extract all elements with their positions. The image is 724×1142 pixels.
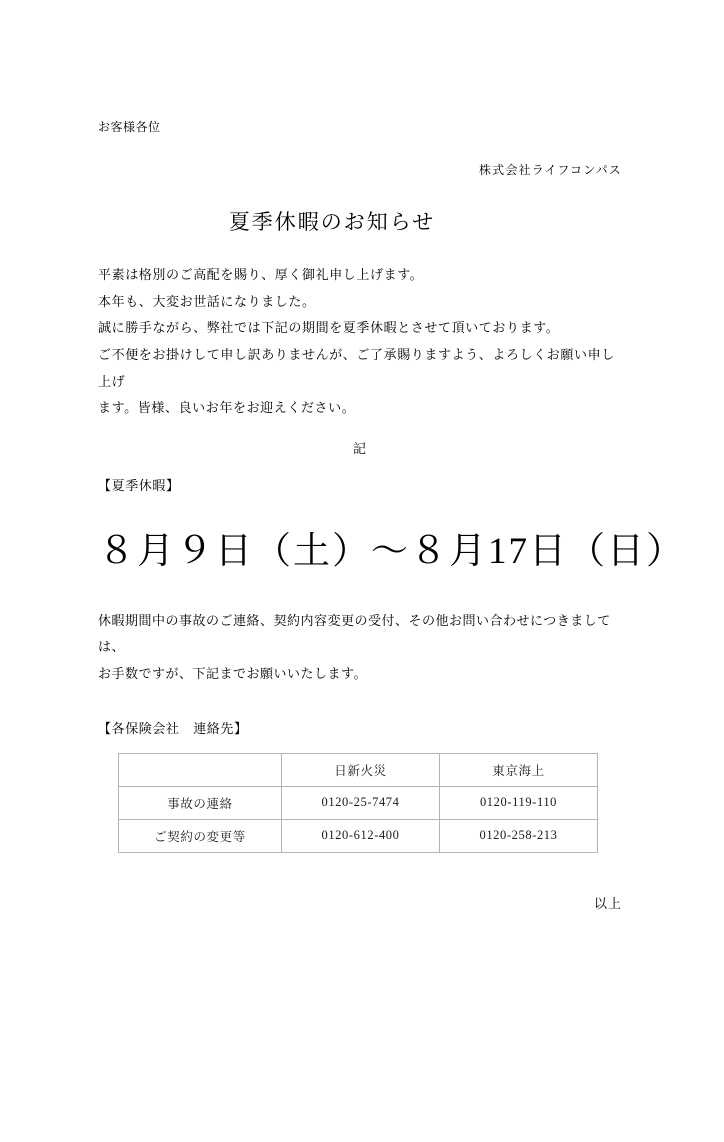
note-paragraph: 休暇期間中の事故のご連絡、契約内容変更の受付、その他お問い合わせにつきましては、 xyxy=(98,612,611,655)
note-text xyxy=(98,608,626,688)
table-column-header: 日新火災 xyxy=(282,753,440,786)
closing-mark: 以上 xyxy=(593,895,622,911)
table-cell: 0120-612-400 xyxy=(282,819,440,852)
table-cell: 0120-119-110 xyxy=(440,786,598,819)
section-label-summer-holiday: 【夏季休暇】 xyxy=(98,477,180,493)
document-page xyxy=(0,118,724,1142)
table-cell: 0120-25-7474 xyxy=(282,786,440,819)
table-corner-cell xyxy=(119,753,282,786)
body-paragraph: ご不便をお掛けして申し訳ありませんが、ご了承賜りますよう、よろしくお願い申し上げ xyxy=(98,346,615,389)
company-name: 株式会社ライフコンパス xyxy=(478,163,622,177)
contacts-label: 【各保険会社 連絡先】 xyxy=(98,720,248,736)
table-header-row xyxy=(119,753,598,786)
ki-mark: 記 xyxy=(352,440,367,456)
table-cell: 0120-258-213 xyxy=(440,819,598,852)
body-paragraph: ます。皆様、良いお年をお迎えください。 xyxy=(98,400,356,416)
table-row xyxy=(119,819,598,852)
contacts-table xyxy=(118,753,598,853)
table-row xyxy=(119,786,598,819)
note-paragraph: お手数ですが、下記までお願いいたします。 xyxy=(98,666,367,682)
body-text xyxy=(98,262,626,422)
body-paragraph: 本年も、大変お世話になりました。 xyxy=(98,293,316,309)
table-column-header: 東京海上 xyxy=(440,753,598,786)
holiday-period: ８月９日（土）〜８月17日（日） xyxy=(98,530,685,572)
body-paragraph: 誠に勝手ながら、弊社では下記の期間を夏季休暇とさせて頂いております。 xyxy=(98,320,560,336)
table-row-label: ご契約の変更等 xyxy=(119,819,282,852)
table-row-label: 事故の連絡 xyxy=(119,786,282,819)
document-title: 夏季休暇のお知らせ xyxy=(228,210,436,234)
body-paragraph: 平素は格別のご高配を賜り、厚く御礼申し上げます。 xyxy=(98,267,424,282)
addressee-line: お客様各位 xyxy=(98,120,161,134)
